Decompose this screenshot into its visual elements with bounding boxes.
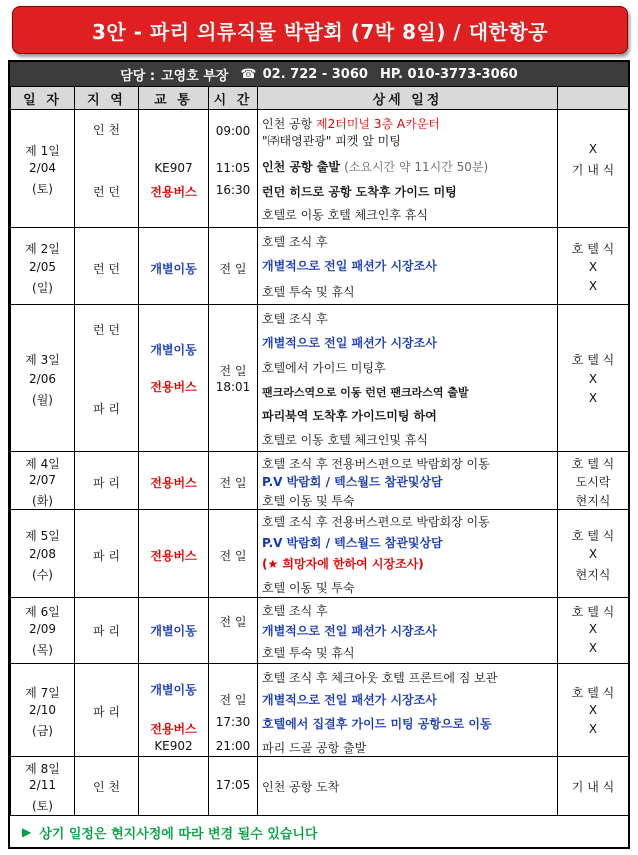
phone-icon: ☎ xyxy=(240,66,257,82)
meal-line: X xyxy=(588,260,598,274)
region-cell xyxy=(75,305,139,452)
date-cell xyxy=(11,305,75,452)
date-cell xyxy=(11,510,75,598)
meal-line: X xyxy=(588,372,598,386)
region-line: 파 리 xyxy=(93,402,120,416)
detail-cell xyxy=(258,598,558,664)
transport-cell xyxy=(139,228,209,305)
time-line: 전 일 xyxy=(219,693,247,707)
detail-text: 인천 공항 출발 xyxy=(262,160,345,174)
detail-line xyxy=(262,455,557,472)
detail-line xyxy=(262,132,557,149)
meal-line: 도시락 xyxy=(575,475,611,489)
detail-text: "㈜태영관광" 피켓 앞 미팅 xyxy=(262,134,401,148)
date-line: (일) xyxy=(32,281,53,295)
transport-cell xyxy=(139,510,209,598)
region-line: 인 천 xyxy=(93,123,120,137)
time-cell xyxy=(209,228,258,305)
detail-text: 호텔 투숙 및 휴식 xyxy=(262,646,355,660)
transport-line: 개별이동 xyxy=(150,343,197,357)
time-line: 전 일 xyxy=(219,615,247,629)
day-row xyxy=(11,664,629,757)
detail-line xyxy=(262,233,557,250)
meal-line: X xyxy=(588,622,598,636)
detail-text: 파리북역 도착후 가이드미팅 하여 xyxy=(262,409,437,423)
header-detail: 상세 일정 xyxy=(258,87,558,110)
detail-cell xyxy=(258,110,558,228)
meal-line: X xyxy=(588,279,598,293)
date-cell xyxy=(11,664,75,757)
time-line: 전 일 xyxy=(219,262,247,276)
detail-line xyxy=(262,115,557,132)
header-time: 시 간 xyxy=(209,87,258,110)
meal-line: 현지식 xyxy=(575,568,611,582)
detail-text: 호텔 조식 후 전용버스편으로 박람회장 이동 xyxy=(262,515,490,529)
detail-line xyxy=(262,359,557,376)
transport-cell xyxy=(139,110,209,228)
meal-line: 호 텔 식 xyxy=(571,353,615,367)
header-meal xyxy=(558,87,629,110)
date-line: 2/09 xyxy=(29,622,56,636)
time-line: 전 일 xyxy=(219,476,247,490)
transport-line: KE907 xyxy=(154,161,193,175)
detail-line xyxy=(262,555,557,572)
page-title: 3안 - 파리 의류직물 박람회 (7박 8일) / 대한항공 xyxy=(92,19,548,44)
meal-cell xyxy=(558,228,629,305)
detail-text: 호텔 이동 및 투숙 xyxy=(262,581,355,595)
meal-line: 호 텔 식 xyxy=(571,457,615,471)
transport-line: 개별이동 xyxy=(150,683,197,697)
detail-line xyxy=(262,715,557,732)
meal-line: X xyxy=(588,703,598,717)
date-line: 제 7일 xyxy=(25,686,60,700)
detail-text: 호텔 이동 및 투숙 xyxy=(262,494,355,508)
detail-cell xyxy=(258,305,558,452)
detail-line xyxy=(262,778,557,795)
detail-text: 호텔 조식 후 xyxy=(262,604,328,618)
itinerary-table xyxy=(10,86,629,816)
region-line: 파 리 xyxy=(93,624,120,638)
region-line: 인 천 xyxy=(93,780,120,794)
contact-bar xyxy=(10,62,628,86)
region-line: 파 리 xyxy=(93,705,120,719)
region-line: 런 던 xyxy=(93,185,120,199)
detail-text: 인천 공항 xyxy=(262,117,316,131)
date-line: (화) xyxy=(32,494,53,508)
transport-line: 전용버스 xyxy=(150,476,197,490)
date-cell xyxy=(11,452,75,510)
detail-line xyxy=(262,644,557,661)
time-line: 18:01 xyxy=(215,380,251,394)
meal-cell xyxy=(558,110,629,228)
detail-text: 제2터미널 3층 A카운터 xyxy=(316,117,440,131)
meal-line: X xyxy=(588,142,598,156)
meal-line: 호 텔 식 xyxy=(571,242,615,256)
meal-line: 기 내 식 xyxy=(571,780,615,794)
detail-line xyxy=(262,534,557,551)
meal-line: 현지식 xyxy=(575,494,611,508)
page-title-banner xyxy=(12,6,628,54)
time-line: 17:30 xyxy=(215,715,251,729)
meal-line: X xyxy=(588,722,598,736)
date-line: 2/04 xyxy=(29,161,56,175)
date-line: 2/05 xyxy=(29,260,56,274)
meal-line: X xyxy=(588,547,598,561)
header-row xyxy=(11,87,629,110)
meal-line: 호 텔 식 xyxy=(571,686,615,700)
detail-cell xyxy=(258,757,558,816)
detail-line xyxy=(262,257,557,274)
detail-line xyxy=(262,310,557,327)
detail-text: 팬크라스역으로 이동 런던 팬크라스역 출발 xyxy=(262,386,469,399)
contact-label: 담당 : xyxy=(120,68,156,84)
detail-text: 인천 공항 도착 xyxy=(262,780,340,794)
date-line: 제 4일 xyxy=(25,457,60,471)
day-row xyxy=(11,110,629,228)
region-cell xyxy=(75,757,139,816)
day-row xyxy=(11,598,629,664)
transport-cell xyxy=(139,664,209,757)
detail-line xyxy=(262,334,557,351)
triangle-bullet-icon: ▶ xyxy=(22,825,32,839)
time-cell xyxy=(209,452,258,510)
detail-text: P.V 박람회 / 텍스월드 참관및상담 xyxy=(262,475,443,489)
detail-line xyxy=(262,739,557,756)
detail-cell xyxy=(258,228,558,305)
detail-line xyxy=(262,513,557,530)
detail-text: P.V 박람회 / 텍스월드 참관및상담 xyxy=(262,536,443,550)
date-cell xyxy=(11,757,75,816)
date-line: (금) xyxy=(32,724,53,738)
day-row xyxy=(11,510,629,598)
detail-text: 파리 드골 공항 출발 xyxy=(262,741,367,755)
transport-cell xyxy=(139,757,209,816)
time-line: 16:30 xyxy=(215,183,251,197)
date-line: 2/08 xyxy=(29,547,56,561)
detail-text: 호텔 투숙 및 휴식 xyxy=(262,285,355,299)
meal-line: 기 내 식 xyxy=(571,163,615,177)
day-row xyxy=(11,305,629,452)
date-line: 2/06 xyxy=(29,372,56,386)
transport-line: 개별이동 xyxy=(150,624,197,638)
day-row xyxy=(11,452,629,510)
region-cell xyxy=(75,110,139,228)
detail-line xyxy=(262,579,557,596)
detail-text: 호텔로 이동 호텔 체크인및 휴식 xyxy=(262,433,428,447)
meal-line: X xyxy=(588,391,598,405)
region-cell xyxy=(75,452,139,510)
date-line: (목) xyxy=(32,643,53,657)
region-line: 파 리 xyxy=(93,476,120,490)
meal-line: X xyxy=(588,641,598,655)
transport-line: 전용버스 xyxy=(150,722,197,736)
detail-cell xyxy=(258,452,558,510)
time-line: 09:00 xyxy=(215,124,251,138)
region-line: 런 던 xyxy=(93,323,120,337)
region-line: 런 던 xyxy=(93,262,120,276)
detail-line xyxy=(262,431,557,448)
detail-line xyxy=(262,407,557,424)
date-line: 제 1일 xyxy=(25,144,60,158)
date-line: (토) xyxy=(32,799,53,813)
detail-text: 런던 히드로 공항 도착후 가이드 미팅 xyxy=(262,185,457,199)
transport-line: 전용버스 xyxy=(150,380,197,394)
detail-text: (★ 희망자에 한하여 시장조사) xyxy=(262,557,424,571)
header-date: 일 자 xyxy=(11,87,75,110)
region-cell xyxy=(75,664,139,757)
detail-text: 호텔에서 집결후 가이드 미팅 공항으로 이동 xyxy=(262,717,492,731)
transport-cell xyxy=(139,598,209,664)
detail-line xyxy=(262,622,557,639)
date-line: 제 5일 xyxy=(25,529,60,543)
date-line: 2/10 xyxy=(29,703,56,717)
detail-text: 개별적으로 전일 패션가 시장조사 xyxy=(262,259,437,273)
day-row xyxy=(11,757,629,816)
date-line: 제 2일 xyxy=(25,242,60,256)
time-line: 11:05 xyxy=(215,161,251,175)
transport-cell xyxy=(139,452,209,510)
time-cell xyxy=(209,110,258,228)
contact-tel: 02. 722 - 3060 xyxy=(262,66,368,82)
detail-text: 호텔 조식 후 xyxy=(262,312,328,326)
date-line: 2/11 xyxy=(29,778,56,792)
detail-text: 호텔로 이동 호텔 체크인후 휴식 xyxy=(262,208,428,222)
detail-cell xyxy=(258,664,558,757)
detail-line xyxy=(262,669,557,686)
detail-text: 개별적으로 전일 패션가 시장조사 xyxy=(262,336,437,350)
detail-line xyxy=(262,283,557,300)
time-cell xyxy=(209,757,258,816)
detail-line xyxy=(262,473,557,490)
time-cell xyxy=(209,664,258,757)
meal-cell xyxy=(558,452,629,510)
detail-text: 개별적으로 전일 패션가 시장조사 xyxy=(262,624,437,638)
region-cell xyxy=(75,228,139,305)
date-line: (수) xyxy=(32,568,53,582)
time-line: 21:00 xyxy=(215,739,251,753)
region-cell xyxy=(75,598,139,664)
meal-cell xyxy=(558,598,629,664)
time-line: 전 일 xyxy=(219,549,247,563)
region-line: 파 리 xyxy=(93,549,120,563)
day-row xyxy=(11,228,629,305)
meal-line: 호 텔 식 xyxy=(571,605,615,619)
detail-line xyxy=(262,158,557,175)
date-cell xyxy=(11,228,75,305)
date-cell xyxy=(11,110,75,228)
footer-text: 상기 일정은 현지사정에 따라 변경 될수 있습니다 xyxy=(39,826,318,842)
detail-line xyxy=(262,492,557,509)
transport-line: 전용버스 xyxy=(150,549,197,563)
meal-cell xyxy=(558,305,629,452)
meal-line: 호 텔 식 xyxy=(571,529,615,543)
meal-cell xyxy=(558,757,629,816)
header-region: 지 역 xyxy=(75,87,139,110)
date-line: 제 8일 xyxy=(25,762,60,776)
time-line: 17:05 xyxy=(215,778,251,792)
time-cell xyxy=(209,598,258,664)
detail-text: (소요시간 약 11시간 50분) xyxy=(344,160,489,174)
detail-line xyxy=(262,384,557,400)
transport-line: 전용버스 xyxy=(150,185,197,199)
date-line: (토) xyxy=(32,182,53,196)
header-transport: 교 통 xyxy=(139,87,209,110)
detail-line xyxy=(262,183,557,200)
itinerary-sheet xyxy=(8,60,630,849)
detail-line xyxy=(262,206,557,223)
detail-line xyxy=(262,691,557,708)
time-cell xyxy=(209,305,258,452)
date-line: (월) xyxy=(32,393,53,407)
contact-person: 고영호 부장 xyxy=(161,68,229,84)
detail-text: 호텔 조식 후 xyxy=(262,235,328,249)
detail-text: 개별적으로 전일 패션가 시장조사 xyxy=(262,693,437,707)
meal-cell xyxy=(558,664,629,757)
date-line: 제 3일 xyxy=(25,353,60,367)
detail-line xyxy=(262,602,557,619)
transport-cell xyxy=(139,305,209,452)
time-cell xyxy=(209,510,258,598)
time-line: 전 일 xyxy=(219,364,247,378)
date-line: 제 6일 xyxy=(25,605,60,619)
detail-text: 호텔 조식 후 체크아웃 호텔 프론트에 짐 보관 xyxy=(262,671,498,685)
transport-line: KE902 xyxy=(154,739,193,753)
date-line: 2/07 xyxy=(29,473,56,487)
detail-cell xyxy=(258,510,558,598)
detail-text: 호텔 조식 후 전용버스편으로 박람회장 이동 xyxy=(262,457,490,471)
itinerary-body xyxy=(11,110,629,816)
contact-hp: HP. 010-3773-3060 xyxy=(379,66,518,82)
transport-line: 개별이동 xyxy=(150,262,197,276)
detail-text: 호텔에서 가이드 미팅후 xyxy=(262,361,386,375)
meal-cell xyxy=(558,510,629,598)
footer-note xyxy=(10,817,628,847)
region-cell xyxy=(75,510,139,598)
date-cell xyxy=(11,598,75,664)
